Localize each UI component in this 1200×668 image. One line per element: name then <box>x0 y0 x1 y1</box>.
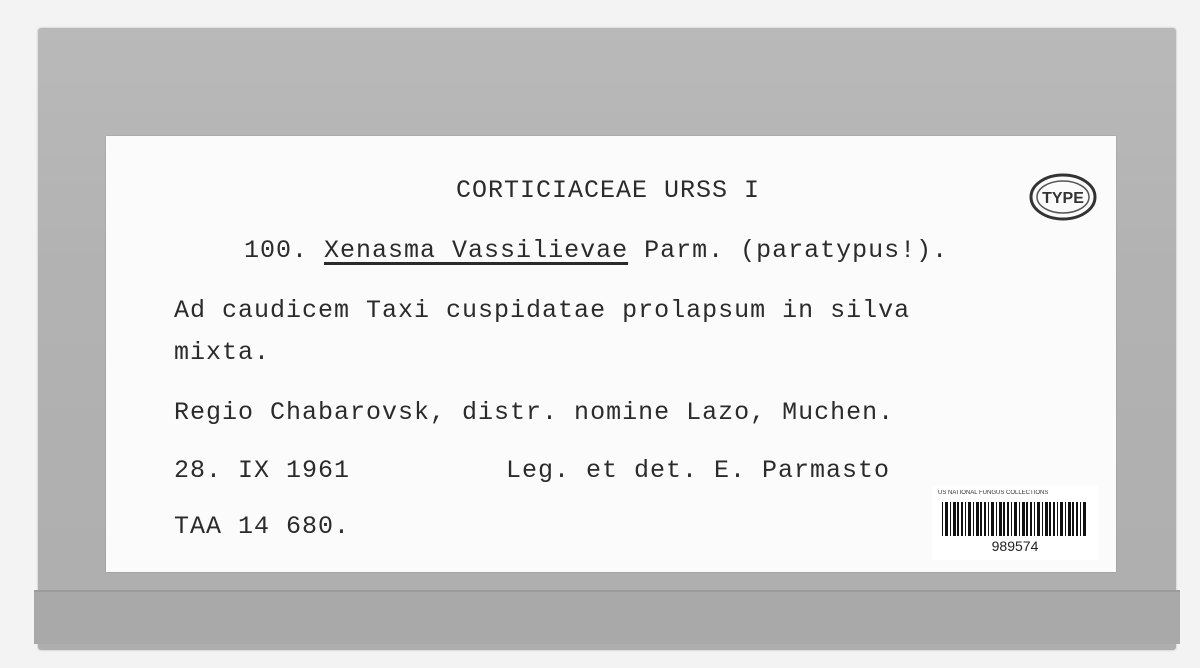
barcode-bar <box>965 502 966 536</box>
barcode-title: US NATIONAL FUNGUS COLLECTIONS <box>938 490 1049 496</box>
taxon-authority: Parm. (paratypus!). <box>628 236 949 265</box>
barcode-bar <box>1014 502 1017 536</box>
packet-fold <box>34 590 1180 644</box>
barcode-bar <box>1072 502 1074 536</box>
barcode-bar <box>973 502 974 536</box>
barcode-bar <box>1057 502 1058 536</box>
barcode-bar <box>945 502 948 536</box>
locality-line: Regio Chabarovsk, distr. nomine Lazo, Muchen. <box>174 398 895 427</box>
barcode-bar <box>1037 502 1040 536</box>
barcode-bar <box>1022 502 1025 536</box>
type-stamp-text: TYPE <box>1042 190 1084 207</box>
barcode-bar <box>953 502 956 536</box>
accession-number: TAA 14 680. <box>174 512 351 541</box>
barcode-bar <box>1003 502 1005 536</box>
barcode-bar <box>1030 502 1032 536</box>
barcode-bar <box>1026 502 1028 536</box>
barcode-bar <box>950 502 951 536</box>
barcode-bar <box>1019 502 1020 536</box>
barcode-bar <box>1045 502 1048 536</box>
barcode-bar <box>1042 502 1043 536</box>
barcode-number: 989574 <box>991 538 1039 554</box>
barcode-bar <box>1011 502 1012 536</box>
taxon-name: Xenasma Vassilievae <box>324 236 629 265</box>
label-title: CORTICIACEAE URSS I <box>456 176 761 205</box>
barcode-bar <box>942 502 943 536</box>
barcode-bar <box>1034 502 1035 536</box>
barcode-bar <box>957 502 959 536</box>
barcode-bar <box>1083 502 1086 536</box>
barcode-bar <box>996 502 997 536</box>
specimen-name-line <box>244 236 948 265</box>
barcode-bar <box>1068 502 1071 536</box>
barcode-bar <box>968 502 971 536</box>
collection-date: 28. IX 1961 <box>174 456 351 485</box>
barcode-bar <box>1053 502 1055 536</box>
barcode-bar <box>1065 502 1066 536</box>
barcode-bar <box>976 502 979 536</box>
barcode-bar <box>1060 502 1063 536</box>
substrate-line-2: mixta. <box>174 338 271 367</box>
barcode-bar <box>988 502 989 536</box>
barcode-bars <box>942 502 1088 536</box>
barcode-bar <box>991 502 994 536</box>
substrate-line-1: Ad caudicem Taxi cuspidatae prolapsum in silva <box>174 296 911 325</box>
barcode-bar <box>999 502 1002 536</box>
specimen-label <box>106 136 1116 572</box>
barcode-bar <box>984 502 986 536</box>
barcode-bar <box>1076 502 1078 536</box>
barcode-bar <box>1049 502 1051 536</box>
barcode-label <box>932 486 1098 560</box>
specimen-number: 100. <box>244 236 309 265</box>
barcode-bar <box>980 502 982 536</box>
barcode-bar <box>1007 502 1009 536</box>
barcode-bar <box>1080 502 1081 536</box>
barcode-bar <box>961 502 963 536</box>
collector-line: Leg. et det. E. Parmasto <box>506 456 891 485</box>
type-stamp <box>1028 170 1098 224</box>
